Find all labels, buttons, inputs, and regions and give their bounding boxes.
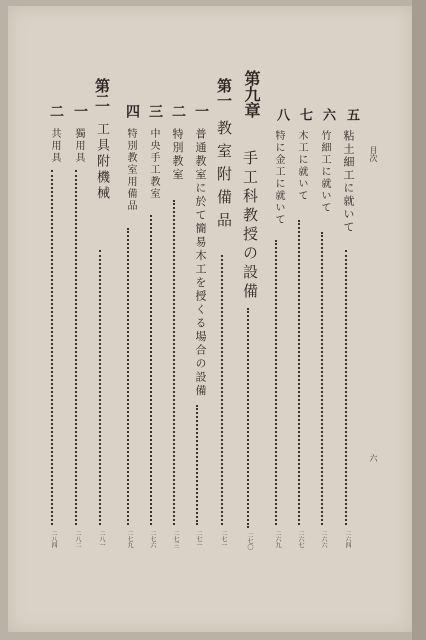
entry-page: 二七〇 [246,532,253,550]
entry-number: 五 [344,108,359,121]
entry-title: 中央手工教室 [148,128,159,200]
entry-page: 二七一 [220,530,227,548]
entry-page: 二七三 [172,530,179,548]
entry-title: 木工に就いて [296,130,307,202]
entry-number: 四 [124,104,140,118]
chapter-number: 第九章 [242,70,261,118]
dot-leader [345,250,347,525]
entry-number: 三 [147,104,163,118]
section-number: 第一 [215,78,233,108]
dot-leader [51,170,53,525]
section-number: 第二 [93,78,111,108]
entry-page: 二八二 [74,530,81,548]
entry-page: 二七一 [195,530,202,548]
entry-number: 六 [320,108,335,121]
entry-number: 一 [72,104,88,118]
entry-number: 一 [193,104,209,118]
dot-leader [298,220,300,525]
dot-leader [75,170,77,525]
entry-number: 二 [48,104,64,118]
entry-page: 二六七 [297,530,304,548]
entry-number: 八 [274,108,289,121]
entry-title: 特別教室用備品 [125,128,136,212]
entry-title: 普通教室に於て簡易木工を授くる場合の設備 [194,128,207,398]
entry-page: 二八四 [50,530,57,548]
entry-title: 特に金工に就いて [273,130,284,226]
dot-leader [127,228,129,525]
entry-title: 粘土細工に就いて [342,130,355,234]
dot-leader [173,200,175,525]
entry-page: 二八一 [98,530,105,548]
entry-title: 共用具 [49,128,60,164]
entry-page: 二七六 [149,530,156,548]
chapter-title: 手工科教授の設備 [241,150,259,302]
section-title: 工具附機械 [94,122,109,202]
dot-leader [196,405,198,525]
header-mark: 目次 [369,146,378,162]
entry-number: 二 [170,104,186,118]
entry-title: 獨用具 [73,128,84,164]
dot-leader [150,215,152,525]
page-edge [412,0,426,640]
dot-leader [99,250,101,525]
page-number: 六 [369,454,378,462]
dot-leader [321,232,323,525]
entry-number: 七 [297,108,312,121]
dot-leader [247,308,249,528]
entry-title: 竹細工に就いて [319,130,330,214]
entry-page: 二六六 [320,530,327,548]
entry-page: 二六四 [344,530,351,548]
entry-page: 二七九 [126,530,133,548]
entry-title: 特別教室 [171,128,184,182]
dot-leader [275,240,277,525]
dot-leader [221,255,223,525]
section-title: 教室附備品 [215,120,233,235]
entry-page: 二六九 [274,530,281,548]
